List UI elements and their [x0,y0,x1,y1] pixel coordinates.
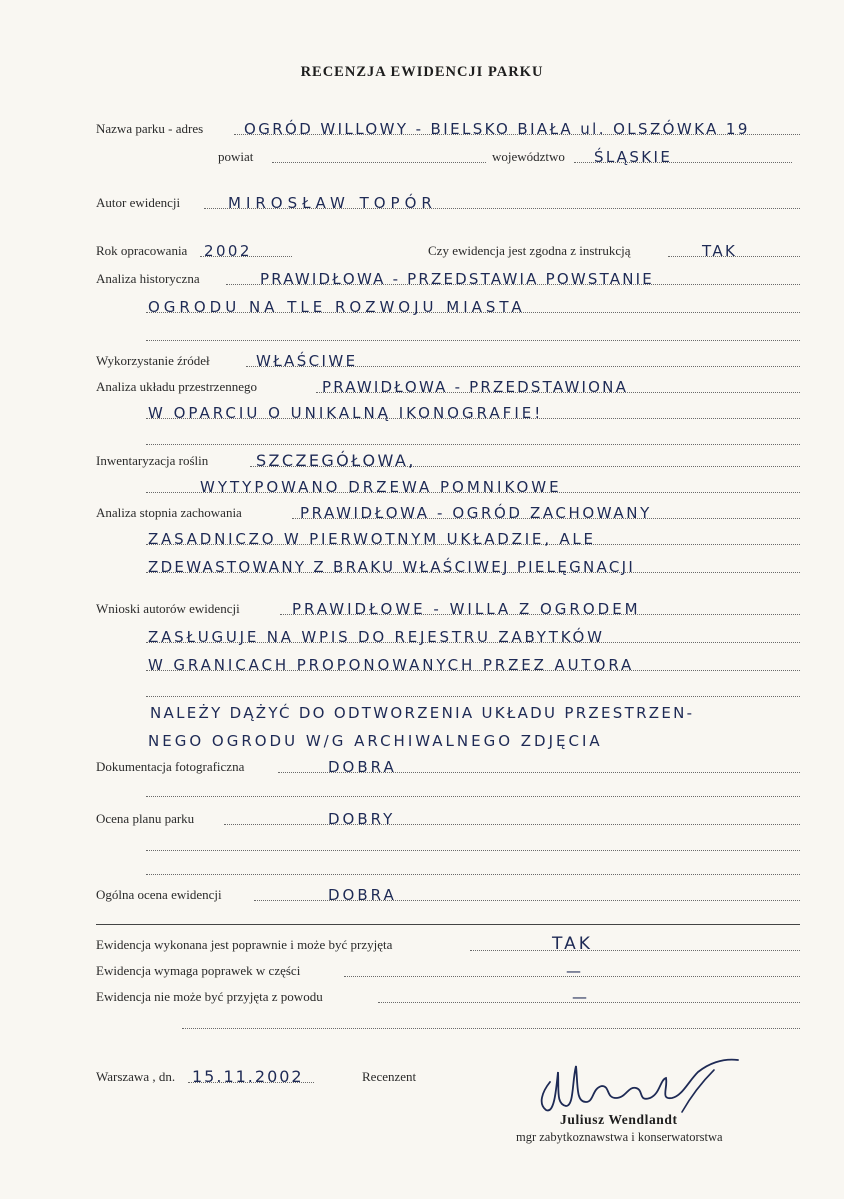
voivodeship-label: województwo [492,149,565,164]
conclusions-value-5: NEGO OGRODU W/G ARCHIWALNEGO ZDJĘCIA [148,732,603,750]
author-row [96,192,800,214]
accepted-row [96,934,800,956]
place-date-label: Warszawa , dn. [96,1069,176,1084]
year-value: 2002 [204,242,252,260]
conclusions-label: Wnioski autorów ewidencji [96,601,240,616]
preservation-row-3 [96,556,800,578]
historical-row-1 [96,268,800,290]
rejected-value: — [572,988,590,1006]
plan-row-2 [96,834,800,856]
conclusions-row-1 [96,598,800,620]
year-row [96,240,800,262]
spatial-value-1: PRAWIDŁOWA - PRZEDSTAWIONA [322,378,629,396]
park-name-value: OGRÓD WILLOWY - BIELSKO BIAŁA ul. OLSZÓWKA 19 [244,120,750,138]
conclusions-value-2: ZASŁUGUJE NA WPIS DO REJESTRU ZABYTKÓW [148,628,605,646]
historical-label: Analiza historyczna [96,271,200,286]
separator-rule [96,924,800,925]
voivodeship-value: ŚLĄSKIE [594,148,673,166]
historical-value-1: PRAWIDŁOWA - PRZEDSTAWIA POWSTANIE [260,270,654,288]
conclusions-row-6 [96,730,800,752]
author-value: MIROSŁAW TOPÓR [228,194,437,212]
dotted-line [146,796,800,797]
historical-row-3 [96,324,800,346]
preservation-row-2 [96,528,800,550]
spatial-row-3 [96,428,800,450]
preservation-value-1: PRAWIDŁOWA - OGRÓD ZACHOWANY [300,504,652,522]
overall-row [96,884,800,906]
reviewer-name: Juliusz Wendlandt [560,1112,678,1127]
rejected-row-2 [96,1012,800,1034]
plan-row-3 [96,858,800,880]
historical-row-2 [96,296,800,318]
needs-fix-label: Ewidencja wymaga poprawek w części [96,963,301,978]
photo-value: DOBRA [328,758,397,776]
conclusions-value-4: NALEŻY DĄŻYĆ DO ODTWORZENIA UKŁADU PRZESTRZEN- [150,704,695,722]
spatial-label: Analiza układu przestrzennego [96,379,257,394]
historical-value-2: OGRODU NA TLE ROZWOJU MIASTA [148,298,526,316]
conclusions-row-4 [96,680,800,702]
plants-row-1 [96,450,800,472]
spatial-row-2 [96,402,800,424]
photo-row [96,756,800,778]
dotted-line [470,950,800,951]
photo-row-2 [96,780,800,802]
preservation-value-2: ZASADNICZO W PIERWOTNYM UKŁADZIE, ALE [148,530,596,548]
plan-row [96,808,800,830]
preservation-value-3: ZDEWASTOWANY Z BRAKU WŁAŚCIWEJ PIELĘGNACJI [148,558,636,576]
needs-fix-value: — [566,962,584,980]
dotted-line [224,824,800,825]
sources-row [96,350,800,372]
dotted-line [272,162,486,163]
dotted-line [182,1028,800,1029]
plan-value: DOBRY [328,810,396,828]
dotted-line [146,696,800,697]
overall-value: DOBRA [328,886,397,904]
park-name-row [96,118,800,140]
signature-block [500,1052,770,1162]
date-row [96,1066,356,1088]
photo-label: Dokumentacja fotograficzna [96,759,245,774]
rejected-row [96,986,800,1008]
reviewer-row [362,1066,482,1088]
conclusions-row-5 [96,702,800,724]
conclusions-row-3 [96,654,800,676]
dotted-line [146,340,800,341]
reviewer-title: mgr zabytkoznawstwa i konserwatorstwa [516,1130,723,1144]
rejected-label: Ewidencja nie może być przyjęta z powodu [96,989,323,1004]
compliant-label: Czy ewidencja jest zgodna z instrukcją [428,243,631,258]
overall-label: Ogólna ocena ewidencji [96,887,222,902]
reviewer-label: Recenzent [362,1069,417,1084]
form-title: RECENZJA EWIDENCJI PARKU [300,64,544,80]
accepted-value: TAK [552,934,593,954]
handwritten-signature-icon [532,1052,762,1118]
plan-label: Ocena planu parku [96,811,195,826]
needs-fix-row [96,960,800,982]
conclusions-row-2 [96,626,800,648]
preservation-label: Analiza stopnia zachowania [96,505,242,520]
spatial-row-1 [96,376,800,398]
accepted-label: Ewidencja wykonana jest poprawnie i może być przyjęta [96,937,393,952]
county-label: powiat [218,149,254,164]
plants-value-1: SZCZEGÓŁOWA, [256,451,416,470]
conclusions-value-3: W GRANICACH PROPONOWANYCH PRZEZ AUTORA [148,656,635,674]
year-label: Rok opracowania [96,243,188,258]
compliant-value: TAK [702,242,738,260]
plants-value-2: WYTYPOWANO DRZEWA POMNIKOWE [200,478,562,496]
plants-label: Inwentaryzacja roślin [96,453,209,468]
date-value: 15.11.2002 [192,1067,304,1086]
region-row [96,146,800,168]
conclusions-value-1: PRAWIDŁOWE - WILLA Z OGRODEM [292,600,641,618]
preservation-row-1 [96,502,800,524]
park-name-label: Nazwa parku - adres [96,121,204,136]
sources-value: WŁAŚCIWE [256,352,358,370]
spatial-value-2: W OPARCIU O UNIKALNĄ IKONOGRAFIE! [148,404,544,422]
author-label: Autor ewidencji [96,195,181,210]
plants-row-2 [96,476,800,498]
sources-label: Wykorzystanie źródeł [96,353,210,368]
dotted-line [146,874,800,875]
dotted-line [146,444,800,445]
dotted-line [146,850,800,851]
